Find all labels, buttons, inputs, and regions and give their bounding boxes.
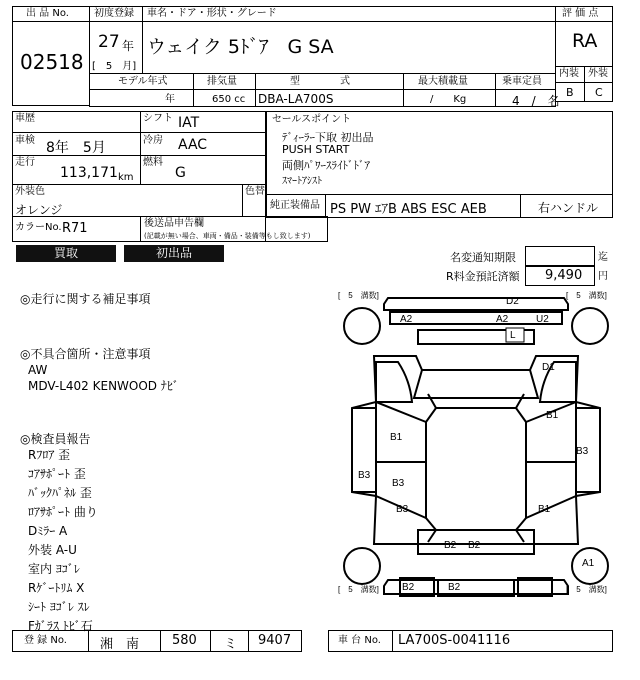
mileage-value: 113,171 (60, 165, 118, 181)
ac-value: AAC (178, 137, 208, 153)
equipment-items: PS PW ｴｱB ABS ESC AEB (330, 202, 487, 217)
tire-front-left (344, 308, 380, 344)
sales-point-line: 両側ﾊﾟﾜｰｽﾗｲﾄﾞﾄﾞｱ (282, 159, 370, 172)
reg-kana: ミ (224, 637, 238, 652)
damage-mark: B2 (448, 582, 461, 593)
capacity-value: 4 / 名 (512, 94, 560, 108)
interior-label: 内装 (559, 68, 579, 79)
max-load-label: 最大積載量 (418, 76, 468, 87)
divider (210, 630, 211, 652)
handle-value: 右ハンドル (538, 201, 599, 215)
car-outline-svg (338, 290, 612, 628)
first-reg-label: 初度登録 (94, 8, 134, 19)
inspector-item: 室内 ﾖｺﾞﾚ (28, 562, 80, 576)
mileage-label: 走行 (15, 157, 35, 168)
damage-mark: B3 (576, 446, 589, 457)
sales-point-line: PUSH START (282, 143, 350, 156)
divider (325, 194, 326, 218)
tread-rear-right: [ 5 溝数] (566, 585, 607, 594)
car-name: ウェイク 5ﾄﾞｱ G SA (147, 36, 334, 58)
model-year-label: モデル年式 (118, 76, 168, 87)
divider (520, 194, 521, 218)
tire-rear-left (344, 548, 380, 584)
history-label: 車歴 (15, 113, 35, 124)
damage-mark: A1 (582, 558, 595, 569)
displacement-label: 排気量 (207, 76, 237, 87)
rating-value: RA (572, 30, 598, 52)
buy-button[interactable]: 買取 (16, 245, 116, 262)
divider (88, 630, 89, 652)
divider (12, 21, 90, 22)
inspector-item: ｺｱｻﾎﾟｰﾄ 歪 (28, 467, 86, 481)
rear-right-door (526, 462, 576, 518)
first-listing-button[interactable]: 初出品 (124, 245, 224, 262)
damage-mark: B2 (402, 582, 415, 593)
rating-label: 評 価 点 (562, 8, 599, 19)
first-reg-year: 27 (98, 32, 120, 52)
damage-mark: U2 (536, 314, 549, 325)
capacity-label: 乗車定員 (502, 76, 542, 87)
divider (142, 6, 143, 74)
inspection-label: 車検 (15, 135, 35, 146)
sales-points-label: セールスポイント (272, 114, 352, 125)
inspector-item: Rﾌﾛｱ 歪 (28, 448, 71, 462)
reg-class: 580 (172, 633, 197, 648)
tread-rear-left: [ 5 溝数] (338, 585, 379, 594)
pillars (428, 394, 524, 542)
car-name-label: 車名・ドア・形状・グレード (147, 8, 277, 19)
roof (426, 408, 526, 530)
ac-label: 冷房 (143, 135, 163, 146)
first-reg-month: [ 5 月] (92, 61, 137, 72)
inspector-item: Rｹﾞｰﾄﾘﾑ X (28, 581, 85, 595)
reg-region: 湘 南 (100, 637, 140, 652)
divider (140, 111, 141, 184)
name-change-unit: 迄 (598, 252, 608, 263)
inspector-title: ◎検査員報告 (20, 432, 91, 446)
color-value: オレンジ (15, 203, 63, 217)
inspector-item: ﾛｱｻﾎﾟｰﾄ 曲り (28, 505, 98, 519)
lot-label: 出 品 No. (26, 8, 69, 19)
interior-grade: B (566, 86, 574, 99)
name-change-field (525, 246, 595, 266)
chassis-label: 車 台 No. (338, 635, 381, 646)
damage-mark: B1 (538, 504, 551, 515)
inspection-value: 8年 5月 (46, 140, 106, 156)
sales-point-line: ﾃﾞｨｰﾗｰ下取 初出品 (282, 131, 374, 144)
divider (248, 630, 249, 652)
defect-item: MDV-L402 KENWOOD ﾅﾋﾞ (28, 379, 179, 393)
front-bumper (384, 298, 568, 310)
mileage-unit: km (118, 172, 134, 183)
divider (89, 89, 556, 90)
inspector-item: Dﾐﾗｰ A (28, 524, 68, 538)
color-no-value: R71 (62, 221, 88, 236)
exterior-label: 外装 (588, 68, 608, 79)
max-load-value: / Kg (430, 94, 467, 105)
damage-mark: B3 (392, 478, 405, 489)
side-sills (352, 408, 600, 492)
hood (414, 370, 538, 398)
color-change-label: 色替 (245, 186, 265, 197)
damage-mark: A2 (400, 314, 413, 325)
divider (255, 73, 256, 107)
damage-mark: L (510, 330, 516, 341)
damage-mark: A2 (496, 314, 509, 325)
displacement-value: 650 cc (212, 94, 246, 105)
tire-front-right (572, 308, 608, 344)
divider (193, 73, 194, 107)
damage-mark: B1 (390, 432, 403, 443)
recycle-unit: 円 (598, 271, 608, 282)
car-damage-diagram (338, 290, 612, 628)
shift-label: シフト (143, 113, 173, 124)
front-left-fender (376, 362, 412, 402)
aftermarket-note: (記載が無い場合、車両・備品・装備等もし致します) (144, 232, 311, 240)
reg-number: 9407 (258, 633, 292, 648)
damage-mark: B3 (358, 470, 371, 481)
body-outline (352, 356, 600, 544)
name-change-label: 名変通知期限 (450, 251, 516, 264)
fuel-value: G (175, 165, 186, 181)
exterior-grade: C (595, 86, 603, 99)
recycle-value: 9,490 (545, 268, 583, 283)
divider (495, 73, 496, 107)
divider (403, 73, 404, 107)
divider (12, 132, 266, 133)
model-label: 型 式 (290, 76, 350, 87)
sales-point-line: ｽﾏｰﾄｱｼｽﾄ (282, 176, 322, 187)
inspector-item: ｼｰﾄ ﾖｺﾞﾚ ｽﾚ (28, 600, 90, 614)
defects-title: ◎不具合箇所・注意事項 (20, 347, 151, 361)
lot-number: 02518 (20, 50, 84, 74)
driving-remarks-title: ◎走行に関する補足事項 (20, 292, 151, 306)
color-no-label: カラーNo. (15, 222, 62, 233)
damage-mark: B2 (468, 540, 481, 551)
color-label: 外装色 (15, 186, 45, 197)
defect-item: AW (28, 363, 48, 377)
damage-mark: D2 (506, 296, 519, 307)
reg-label: 登 録 No. (24, 635, 67, 646)
model-value: DBA-LA700S (258, 92, 334, 106)
tread-front-left: [ 5 溝数] (338, 291, 379, 300)
damage-mark: B2 (444, 540, 457, 551)
divider (584, 66, 585, 102)
chassis-number: LA700S-0041116 (398, 633, 511, 648)
divider (555, 21, 613, 22)
equipment-label: 純正装備品 (270, 200, 320, 211)
damage-mark: B1 (546, 410, 559, 421)
model-year-unit: 年 (165, 94, 175, 105)
shift-value: IAT (178, 115, 200, 131)
tread-front-right: [ 5 溝数] (566, 291, 607, 300)
recycle-label: R料金預託済額 (446, 270, 520, 283)
divider (392, 630, 393, 652)
inspector-item: 外装 A-U (28, 543, 77, 557)
divider (12, 184, 266, 185)
damage-mark: B3 (396, 504, 409, 515)
fuel-label: 燃料 (143, 157, 163, 168)
inspector-item: ﾊﾞｯｸﾊﾟﾈﾙ 歪 (28, 486, 92, 500)
divider (160, 630, 161, 652)
year-unit: 年 (122, 39, 135, 53)
divider (242, 184, 243, 216)
damage-mark: D1 (542, 362, 555, 373)
inspector-item: Fｶﾞﾗｽ ﾄﾋﾞ石 (28, 619, 93, 633)
aftermarket-label: 後送品申告欄 (144, 218, 204, 229)
divider (89, 21, 556, 22)
